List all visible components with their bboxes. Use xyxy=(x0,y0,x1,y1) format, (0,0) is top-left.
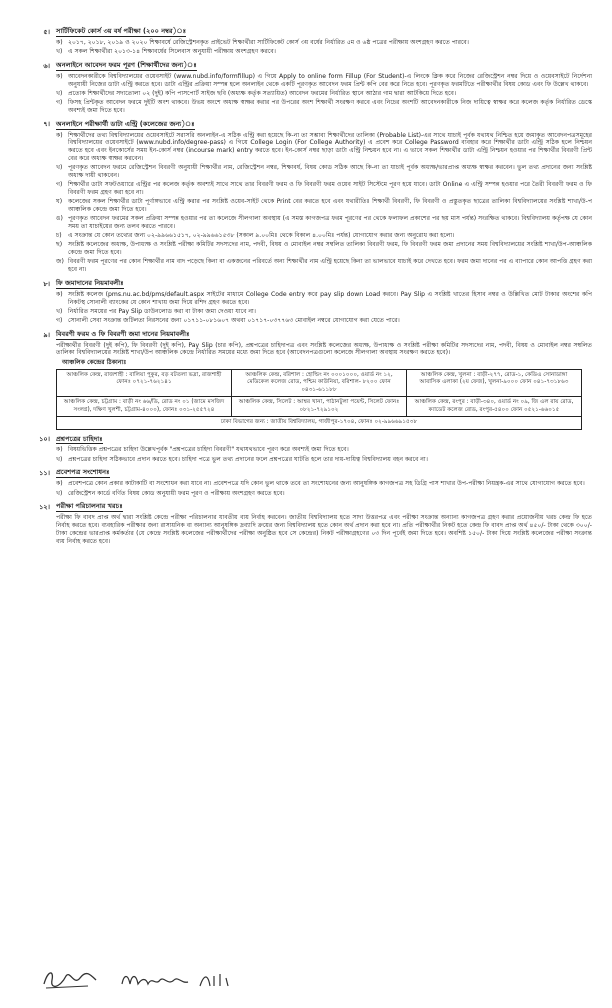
item-label: জ) xyxy=(56,258,64,266)
table-row xyxy=(57,397,582,417)
section-title xyxy=(24,27,592,37)
item-label: খ) xyxy=(56,89,63,97)
item-text: এ সকল শিক্ষার্থীরা ২০১৩-১৪ শিক্ষাবর্ষের সিলেবাস অনুযায়ী পরীক্ষায় অংশগ্রহণ করবে। xyxy=(68,48,276,56)
list-item xyxy=(56,490,592,498)
dhaka-center-cell: ঢাকা বিভাগের জন্য : জাতীয় বিশ্ববিদ্যালয়, গাজীপুর-১৭০৪, ফোনঃ ০২-৯৯৬৬৯১৫৩৮ xyxy=(57,417,582,429)
signatures xyxy=(40,966,340,996)
item-text: ২০১৭, ২০১৮, ২০১৯ ও ২০২০ শিক্ষাবর্ষে রেজিস্ট্রেশনকৃত প্রাইভেট শিক্ষার্থীরা সার্টিফিকেট কোর্স ৩য় বর্ষের নির্ধারিত ৫ম ও ৬ষ্ঠ পত্রের পরীক্ষায় অংশগ্রহণ করতে পারবে। xyxy=(68,38,469,46)
section-heading: প্রশ্নপত্রের চাহিদাঃ xyxy=(56,434,103,443)
item-label: খ) xyxy=(56,455,63,463)
item-text: কলেজের সকল শিক্ষার্থীর ডাটা পূর্ণাঙ্গভাবে এন্ট্রি করার পর সংশ্লিষ্ট ওয়েব-সাইট থেকে Print বের করতে হবে এবং যথারীতিঃ শিক্ষার্থী বিবরণী, ফি বিবরণী ও প্রস্তুতকৃত ছাত্রের তালিকা বিশ্ববিদ্যালয়ের সংশ্লিষ্ট শাখা/উ-প আঞ্চলিক কেন্দ্রে জমা দিতে হবে। xyxy=(68,198,592,213)
item-text: নির্ধারিত সময়ের পর Pay Slip ডাউনলোড করা বা টাকা জমা দেওয়া যাবে না। xyxy=(68,307,256,315)
table-cell: আঞ্চলিক কেন্দ্র, খুলনা : বাড়ী-২৭৭, রোড-১, কেডিএ সোনাডাঙ্গা আবাসিক এলাকা (২য় ফেজ), খুলনা-৯০০০ ফোন ০৪১-৭৩১৮৬৩ xyxy=(407,370,582,397)
list-item xyxy=(56,258,592,274)
item-label: ঘ) xyxy=(56,198,63,206)
item-text: বিবরণী ফরম পূরণের পর কোন শিক্ষার্থীর নাম বাদ পড়েছে কিনা বা একজনের পরিবর্তে অন্য শিক্ষার্থীর নাম এন্ট্রি হয়েছে কিনা তা ভালভাবে যাচাই করে দেখতে হবে। ফরম জমা দানের পর এ ব্যাপারে কোন আপত্তি গ্রহণ করা হবে না। xyxy=(68,258,592,274)
item-text: প্রশ্নপত্রের চাহিদা সঠিকভাবে প্রদান করতে হবে। চাহিদা পত্রে ভুল তথ্য প্রদানের ফলে প্রশ্নপত্রের ঘাটতি হলে তার দায়-দায়িত্ব বিশ্ববিদ্যালয় বহন করবে না। xyxy=(68,455,428,463)
section-number: ৭। xyxy=(43,120,50,129)
section-title xyxy=(24,330,592,340)
item-text: সংশ্লিষ্ট কলেজ (pms.nu.ac.bd/pms/default.aspx সাইটের মাধ্যমে College Code entry করে pay slip down Load করবে। Pay Slip এ সংশ্লিষ্ট খাতের হিসাব নম্বর ও উল্লিখিত মোট টাকার অংশের কপি নিকটস্থ সোনালী ব্যাংকের যে কোন শাখায় জমা দিয়ে রশিদ গ্রহণ করতে হবে। xyxy=(68,290,592,306)
section-12 xyxy=(24,502,592,545)
item-label: ক) xyxy=(56,446,63,454)
list-item xyxy=(56,291,592,307)
item-text: বিষয়ভিত্তিক প্রশ্নপত্রের চাহিদা উল্লেখপূর্বক "প্রশ্নপত্রের চাহিদা বিবরণী" যথাযথভাবে পূরণ করে অবশ্যই জমা দিতে হবে। xyxy=(68,446,349,454)
list-item xyxy=(56,164,592,180)
section-10 xyxy=(24,435,592,464)
section-11 xyxy=(24,468,592,497)
item-label: ক) xyxy=(56,72,63,80)
item-text: প্রত্যেক শিক্ষার্থীদের সদ্যতোলা ০২ (দুই) কপি পাসপোর্ট সাইজ ছবি (অধ্যক্ষ কর্তৃক সত্যায়িত) আবেদন ফরমের নির্ধারিত স্থানে আঠার গাম দ্বারা আটকিয়ে দিতে হবে। xyxy=(68,89,457,97)
section-heading: ফি জমাদানের নিয়মাবলীঃ xyxy=(56,278,124,287)
list-item xyxy=(56,232,592,240)
section-6 xyxy=(24,61,592,115)
section-paragraph: পরীক্ষা ফি বাবদ প্রাপ্ত অর্থ দ্বারা সংশ্লিষ্ট কেন্দ্রে পরীক্ষা পরিচালনার যাবতীয় ব্যয় নির্বাহ করবেন। জাতীয় বিশ্ববিদ্যালয় হতে সাদা উত্তরপত্র এবং পরীক্ষা সংক্রান্ত অন্যান্য কাগজপত্র গ্রহণ করার প্রয়োজনীয় খরচ কেন্দ্র ফি হতে নির্বাহ করতে হবে। ব্যবহারিক পরীক্ষার জন্য রাসায়নিক বা অন্যান্য আনুষঙ্গিক দ্রব্যাদি ক্রয়ের জন্য বিশ্ববিদ্যালয় হতে কোন অর্থ প্রদান করা হবে না। প্রতি পরীক্ষার্থীর নিকট হতে কেন্দ্র ফি বাবদ প্রাপ্ত অর্থ ৪৫০/- টাকা থেকে ৩০০/- টাকা কেন্দ্রের ভারপ্রাপ্ত কর্মকর্তার (যে কেন্দ্রে সংশ্লিষ্ট কলেজের পরীক্ষার্থীদের পরীক্ষা অনুষ্ঠিত হবে সে কেন্দ্রের) নিকট পরীক্ষাগ্রহণের ০৩ দিন পূর্বেই জমা দিতে হবে। অবশিষ্ট ১৫০/- টাকা দিয়ে সংশ্লিষ্ট কলেজের পরীক্ষা সংক্রান্ত ব্যয় নির্বাহ করতে হবে। xyxy=(56,514,592,545)
section-number: ৬। xyxy=(43,61,50,70)
table-row xyxy=(57,417,582,429)
section-number: ১০। xyxy=(39,435,50,444)
list-item xyxy=(56,215,592,231)
section-title xyxy=(24,435,592,445)
section-number: ৮। xyxy=(43,279,50,288)
regional-centers-table xyxy=(56,369,582,429)
item-label: গ) xyxy=(56,99,63,107)
item-text: সংশ্লিষ্ট কলেজের অধ্যক্ষ, উপাধ্যক্ষ ও সংশ্লিষ্ট পরীক্ষা কমিটির সদস্যদের নাম, পদবী, বিষয় ও মোবাইল নম্বর সম্বলিত তালিকা বিবরণী ফরম, ফি বিবরণী ফরম জমা প্রদানের সময় বিশ্ববিদ্যালয়ের সংশ্লিষ্ট শাখা/উপ-আঞ্চলিক কেন্দ্রে জমা দিতে হবে। xyxy=(68,241,592,257)
list-item xyxy=(56,48,592,56)
section-number: ১২। xyxy=(39,503,50,512)
table-cell: আঞ্চলিক কেন্দ্র, সিলেট : আম্বর খানা, পাঠানটুলা পয়েন্ট, সিলেট ফোনঃ ০৮২১-৭২৯১০২ xyxy=(232,397,407,417)
item-label: ক) xyxy=(56,131,63,139)
section-title xyxy=(24,120,592,130)
item-text: প্রবেশপত্রে কোন প্রকার কাটাকাটি বা সংশোধন করা যাবে না। প্রবেশপত্রে যদি কোন ভুল থাকে তবে তা সংশোধনের জন্য আনুষঙ্গিক কাগজপত্র সহ ডিগ্রি পাস শাখার উপ-পরীক্ষা নিয়ন্ত্রক-এর সাথে যোগাযোগ করতে হবে। xyxy=(68,480,585,488)
item-label: খ) xyxy=(56,489,63,497)
item-label: গ) xyxy=(56,316,63,324)
item-text: আবেদনকারীকে বিশ্ববিদ্যালয়ের ওয়েবসাইট (www.nubd.info/formfillup) এ গিয়ে Apply to online form Fillup (For Student)-এ লিংকে ক্লিক করে নিজের রেজিস্ট্রেশন নম্বর দিয়ে ও ওয়েবসাইটে নির্দেশনা অনুযায়ী নিজের ডাটা এন্ট্রি করতে হবে। ডাটা এন্ট্রির প্রক্রিয়া সম্পন্ন হলে অনলাইন থেকে একটি পূরণকৃত আবেদন ফরম প্রিন্ট কপি বের করে নিতে হবে। পূরণকৃত ফরমটিতে পরীক্ষার্থীর বিষয় কোড এবং ফি উল্লেখ থাকবে। xyxy=(68,72,592,88)
section-heading: অনলাইনে আবেদন ফরম পূরণ (শিক্ষার্থীদের জন্য)ঃ xyxy=(56,60,197,69)
section-number: ৯। xyxy=(43,330,50,339)
table-cell: আঞ্চলিক কেন্দ্র, বরিশাল : হোল্ডিং নং ০০০১০০০, ওয়ার্ড নং ১২, মেডিকেল কলেজ রোড, পশ্চিম কাউনিয়া, বরিশাল- ৮২০০ ফোন ০৪৩১-৬১১৮৮ xyxy=(232,370,407,397)
section-title xyxy=(24,468,592,478)
list-item xyxy=(56,480,592,488)
section-heading: পরীক্ষা পরিচালনার খরচঃ xyxy=(56,502,123,511)
section-5 xyxy=(24,27,592,56)
list-item xyxy=(56,99,592,115)
centers-heading: আঞ্চলিক কেন্দ্রের ঠিকানাঃ xyxy=(62,359,127,367)
item-label: চ) xyxy=(56,232,62,240)
item-text: সোনালী সেবা সংক্রান্ত জটিলতা নিরসনের জন্য ০১৭১১-০৮১৬০৭ অথবা ০১৭১৭-০৩৭৭৬৩ মোবাইল নম্বরে যোগাযোগ করা যেতে পারে। xyxy=(68,316,400,324)
section-9 xyxy=(24,330,592,430)
item-label: খ) xyxy=(56,164,63,172)
item-text: এ সংক্রান্ত যে কোন তথ্যের জন্য ০২-৯৯৬৬১৫১৭, ০২-৯৯৬৬১৫৩৮ (সকাল ৯.০০মিঃ থেকে বিকাল ৪.০০মিঃ পর্যন্ত) যোগাযোগ করার জন্য অনুরোধ করা হলো। xyxy=(68,232,455,240)
section-8 xyxy=(24,279,592,325)
item-text: পূরণকৃত আবেদন ফরমের সকল প্রক্রিয়া সম্পন্ন হওয়ার পর তা কলেজে সীলগালা অবস্থায় (এ সমস্ত কাগজপত্র ফরম পূরণের পর থেকে ফলাফল প্রকাশের পর ছয় মাস পর্যন্ত) সংরক্ষিত থাকবে। বিশ্ববিদ্যালয় কর্তৃপক্ষ যে কোন সময় তা যাচাইয়ের জন্য তলব করতে পারবে। xyxy=(68,215,592,230)
table-cell: আঞ্চলিক কেন্দ্র, চট্টগ্রাম : বাড়ী নং ৬৬/ডি, রোড নং ০১ (জামে মসজিদ সংলগ্ন), দক্ষিণ খুলশী, চট্টগ্রাম-৪০০০), ফোনঃ ০৩১-২৫৫৭২৪ xyxy=(57,397,232,417)
section-heading: অনলাইনে পরীক্ষার্থী ডাটা এন্ট্রি (কলেজের জন্য)ঃ xyxy=(56,119,195,128)
item-text: ফিসহ প্রিন্টকৃত আবেদন ফরমে দুইটি অংশ থাকবে। উভয় অংশে অধ্যক্ষ স্বাক্ষর করার পর উপরের অংশ শিক্ষার্থী সংরক্ষণ করবে এবং নিচের অংশটি আবেদনকারীকে নিজ দায়িত্বে স্বাক্ষর করে কলেজ কর্তৃক নির্ধারিত ডেস্কে অবশ্যই জমা দিতে হবে। xyxy=(68,99,592,114)
list-item xyxy=(56,456,592,464)
section-heading: সার্টিফিকেট কোর্স ৩য় বর্ষ পরীক্ষা (২০০ নম্বর)ঃ xyxy=(56,27,187,35)
list-item xyxy=(56,73,592,89)
item-text: শিক্ষার্থীদের তথ্য বিশ্ববিদ্যালয়ের ওয়েবসাইটে সরাসরি অনলাইন-এ সঠিক এন্ট্রি করা হয়েছে কি-না তা সম্ভাব্য শিক্ষার্থীদের তালিকা (Probable List)-এর সাথে যাচাই পূর্বক যথাযথ নিশ্চিত হয়ে জমাকৃত আবেদনপত্রসমূহের বিশ্ববিদ্যালয়ের ওয়েবসাইটে (www.nubd.info/degree-pass) এ গিয়ে College Login (For College Authority) এ প্রবেশ করে College Password ব্যবহার করে শিক্ষার্থীর ডাটা এন্ট্রি সঠিক হলে নিশ্চয়ন করতে হবে এবং ইনকোর্সের সময় ইন-কোর্স নম্বর (incourse mark) entry করতে হবে। ইন-কোর্স নম্বর ছাড়া ডাটা এন্ট্রি নিশ্চয়ন হবে না। এ ভাবে সকল শিক্ষার্থীর ডাটা এন্ট্রি নিশ্চয়ন হওয়ার পর শিক্ষার্থীর বিবরণী প্রিন্ট বের করে অধ্যক্ষ স্বাক্ষর করবেন। xyxy=(68,131,592,162)
signature-left xyxy=(40,966,100,992)
table-row xyxy=(57,370,582,397)
section-number: ১১। xyxy=(39,469,50,478)
section-paragraph: পরীক্ষার্থীর বিবরণী (দুই কপি), ফি বিবরণী (দুই কপি), Pay Slip (চার কপি), প্রশ্নপত্রের চাহিদাপত্র এবং সংশ্লিষ্ট কলেজের অধ্যক্ষ, উপাধ্যক্ষ ও সংশ্লিষ্ট পরীক্ষা কমিটির সদস্যদের নাম, পদবী, বিষয় ও মোবাইল নম্বর সম্বলিত তালিকা বিশ্ববিদ্যালয়ের সংশ্লিষ্ট শাখা/উপ আঞ্চলিক কেন্দ্রে নির্ধারিত সময়ের মধ্যে জমা দিতে হবে (আবেদনপত্রগুলো কলেজে সীলগালা অবস্থায় সংরক্ষণ করতে হবে)। xyxy=(56,341,592,357)
list-item xyxy=(56,308,592,316)
item-text: পূরণকৃত আবেদন ফরমে রেজিস্ট্রেশন বিবরণী অনুযায়ী শিক্ষার্থীর নাম, রেজিস্ট্রেশন নম্বর, শিক্ষাবর্ষ, বিষয় কোড সঠিক আছে কি-না তা যাচাই পূর্বক অধ্যক্ষ/ভারপ্রাপ্ত অধ্যক্ষ স্বাক্ষর করবেন। ভুল তথ্য প্রদানের জন্য সংশ্লিষ্ট অধ্যক্ষ দায়ী থাকবেন। xyxy=(68,164,592,179)
section-7 xyxy=(24,120,592,274)
list-item xyxy=(56,39,592,47)
item-label: খ) xyxy=(56,307,63,315)
item-text: রেজিস্ট্রেশন কার্ডে বর্ণিত বিষয় কোড অনুযায়ী ফরম পূরণ ও পরীক্ষায় অংশগ্রহণ করতে হবে। xyxy=(68,489,285,497)
item-label: খ) xyxy=(56,48,63,56)
list-item xyxy=(56,132,592,163)
item-label: ঙ) xyxy=(56,215,63,223)
section-heading: প্রবেশপত্র সংশোধনঃ xyxy=(56,468,110,477)
section-title xyxy=(24,279,592,289)
item-label: ক) xyxy=(56,290,63,298)
item-label: গ) xyxy=(56,181,63,189)
list-item xyxy=(56,181,592,197)
list-item xyxy=(56,241,592,257)
section-title xyxy=(24,61,592,71)
item-text: শিক্ষার্থীর ডাটা সফটওয়্যারে এন্ট্রির পর কলেজ কর্তৃক অবশ্যই সাথে সাথে তার বিবরণী ফরম ও ফি বিবরণী ফরম ওয়েব সাইট সিস্টেমে পূরণ হয়ে যাবে। ডাটা Online এ এন্ট্রি সম্পন্ন হওয়ার পরে তৈরী বিবরণী ফরম ও ফি বিবরণী ফরম গ্রহণ করা হবে না। xyxy=(68,181,592,196)
table-cell: আঞ্চলিক কেন্দ্র, রাজশাহী : বালিয়া পুকুর, বড় বটতলা ভদ্রা, রাজশাহী ফোনঃ ০৭২১-৭৬২১৪১ xyxy=(57,370,232,397)
list-item xyxy=(56,317,592,325)
list-item xyxy=(56,90,592,98)
item-label: ছ) xyxy=(56,241,63,249)
list-item xyxy=(56,446,592,454)
item-label: ক) xyxy=(56,480,63,488)
table-cell: আঞ্চলিক কেন্দ্র, রংপুর : বাড়ী-৩৪০, ওয়ার্ড নং ০৯, জি এল রায় রোড, ক্যাডেট কলেজ রোড, রংপুর-৫৪০০ ফোন ০৫২১-৬৬০১৫ xyxy=(407,397,582,417)
section-title xyxy=(24,502,592,512)
signature-right xyxy=(118,968,238,994)
section-heading: বিবরণী ফরম ও ফি বিবরণী জমা দানের নিয়মাবলীঃ xyxy=(56,329,190,338)
item-label: ক) xyxy=(56,38,63,46)
list-item xyxy=(56,198,592,214)
section-number: ৫। xyxy=(43,27,50,36)
